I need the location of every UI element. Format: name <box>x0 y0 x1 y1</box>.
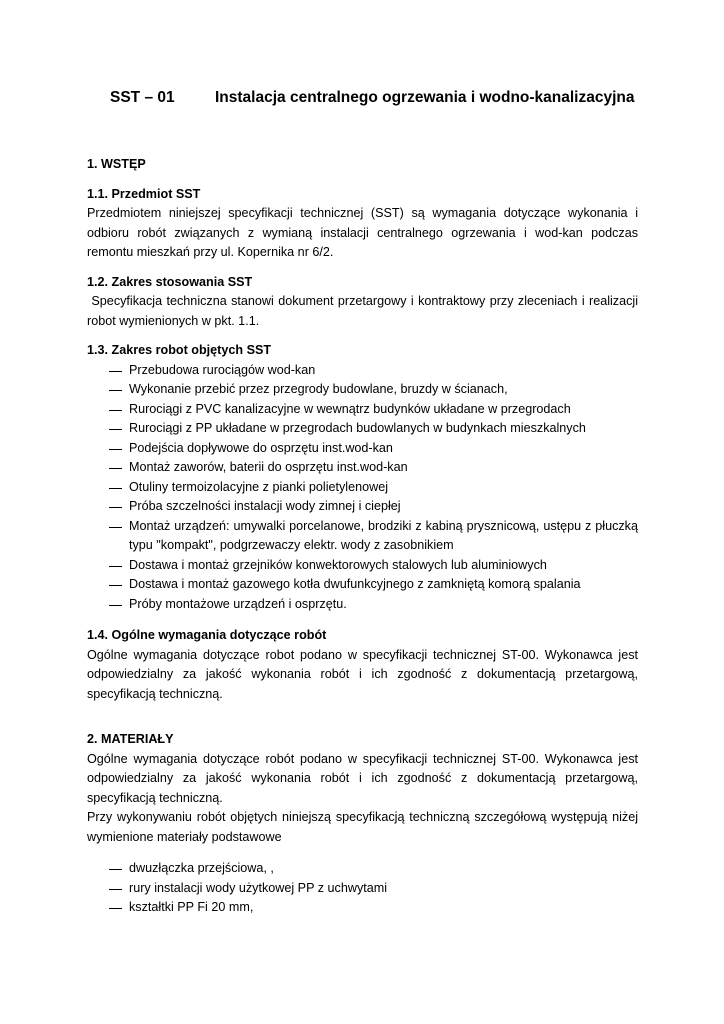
list-item: Podejścia dopływowe do osprzętu inst.wod-kan <box>129 440 393 455</box>
list-item: Próby montażowe urządzeń i osprzętu. <box>129 596 347 611</box>
spec-title: Instalacja centralnego ogrzewania i wodno-kanalizacyjna <box>215 89 635 106</box>
list-item: Próba szczelności instalacji wody zimnej i ciepłej <box>129 499 401 513</box>
list-item: dwuzłączka przejściowa, , <box>129 861 274 875</box>
list-item: Dostawa i montaż grzejników konwektorowych stalowych lub aluminiowych <box>129 557 547 572</box>
section-1-1-text: Przedmiotem niniejszej specyfikacji technicznej (SST) są wymagania dotyczące wykonania i odbioru robót związanych z wymianą instalacji centralnego ogrzewania i wod-kan podczas remontu mieszkań przy ul. Kopernika nr 6/2. <box>87 206 638 259</box>
section-1-2-text: Specyfikacja techniczna stanowi dokument przetargowy i kontraktowy przy zleceniach i realizacji robot wymienionych w pkt. 1.1. <box>87 294 642 328</box>
list-item: Rurociągi z PP układane w przegrodach budowlanych w budynkach mieszkalnych <box>129 421 586 435</box>
list-item: Montaż urządzeń: umywalki porcelanowe, brodziki z kabiną prysznicową, ustępu z płuczką typu "kompakt", podgrzewaczy elektr. wody z zasobnikiem <box>129 518 638 552</box>
section-1-1-heading: 1.1. Przedmiot SST <box>87 186 201 201</box>
list-item: Otuliny termoizolacyjne z pianki polietylenowej <box>129 479 388 494</box>
list-item: Przebudowa rurociągów wod-kan <box>129 362 316 377</box>
section-1-3-heading: 1.3. Zakres robot objętych SST <box>87 343 272 357</box>
section-2-text-1: Ogólne wymagania dotyczące robót podano w specyfikacji technicznej ST-00. Wykonawca jest odpowiedzialny za jakość wykonania robót i ich zgodność z dokumentacją przetargową, specyfikacją techniczną. <box>87 751 638 805</box>
section-1-heading: 1. WSTĘP <box>87 157 146 171</box>
spec-code: SST – 01 <box>110 89 175 106</box>
scope-list <box>87 361 638 615</box>
list-item: rury instalacji wody użytkowej PP z uchwytami <box>129 880 388 895</box>
section-2-text-2: Przy wykonywaniu robót objętych niniejszą specyfikacją techniczną szczegółową występują niżej wymienione materiały podstawowe <box>87 810 638 844</box>
document-title <box>110 88 634 108</box>
list-item: Rurociągi z PVC kanalizacyjne w wewnątrz budynków układane w przegrodach <box>129 401 571 416</box>
section-1-2-heading: 1.2. Zakres stosowania SST <box>87 274 253 289</box>
list-item: Montaż zaworów, baterii do osprzętu inst.wod-kan <box>129 460 408 474</box>
list-item: Wykonanie przebić przez przegrody budowlane, bruzdy w ścianach, <box>129 382 508 396</box>
list-item: kształtki PP Fi 20 mm, <box>129 900 254 914</box>
list-item: Dostawa i montaż gazowego kotła dwufunkcyjnego z zamkniętą komorą spalania <box>129 577 581 591</box>
section-1-4-heading: 1.4. Ogólne wymagania dotyczące robót <box>87 628 327 642</box>
materials-list <box>87 859 638 918</box>
document-body <box>87 155 642 918</box>
section-1-4-text: Ogólne wymagania dotyczące robot podano w specyfikacji technicznej ST-00. Wykonawca jest odpowiedzialny za jakość wykonania robót i ich zgodność z dokumentacją przetargową, specyfikacją techniczną. <box>87 647 638 701</box>
section-2-heading: 2. MATERIAŁY <box>87 732 174 746</box>
